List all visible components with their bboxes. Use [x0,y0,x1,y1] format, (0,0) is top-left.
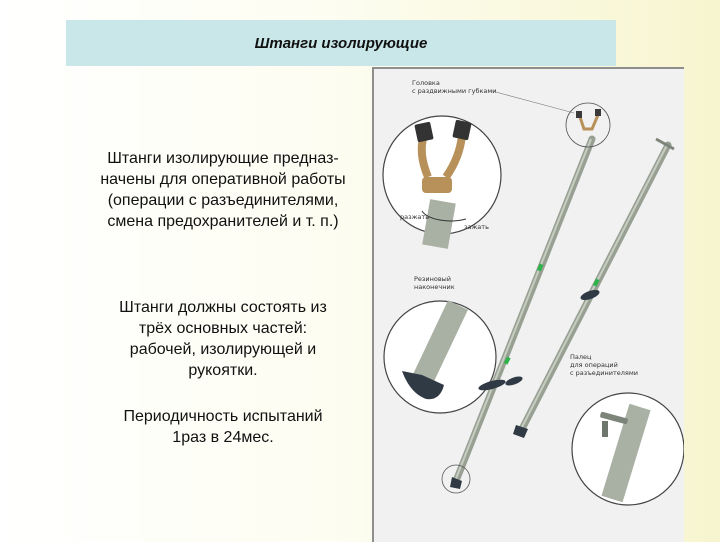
text-line: трёх основных частей: [138,320,308,337]
caption-open: разжать [400,213,430,221]
text-line: смена предохранителей и т. п.) [107,213,339,230]
text-line: Периодичность испытаний [123,408,323,425]
text-line: рабочей, изолирующей и [129,341,317,358]
caption-head: с раздвижными губками [412,87,497,95]
text-line: начены для оперативной работы [100,171,346,188]
caption-finger: для операций [570,361,618,369]
caption-tip: Резиновый [414,275,452,283]
caption-clamp: зажать [464,223,489,231]
paragraph-purpose [58,148,388,232]
slide-title: Штанги изолирующие [254,34,428,52]
paragraph-testing [58,406,388,448]
paragraph-parts [58,297,388,381]
text-line: Штанги изолирующие предназ- [107,150,339,167]
text-line: 1раз в 24мес. [172,429,274,446]
illustration-svg [374,69,684,542]
text-line: Штанги должны состоять из [119,299,327,316]
caption-finger: с разъединителями [570,369,638,377]
caption-head: Головка [412,79,440,87]
caption-tip: наконечник [414,283,455,291]
text-line: (операции с разъединителями, [107,192,339,209]
finger-detail [572,393,684,505]
text-line: рукоятки. [188,362,258,379]
stop-ring [504,375,523,388]
caption-finger: Палец [570,353,592,361]
insulating-rod-illustration [372,67,684,542]
title-bar [66,20,616,66]
jaw-head-detail [383,116,501,249]
